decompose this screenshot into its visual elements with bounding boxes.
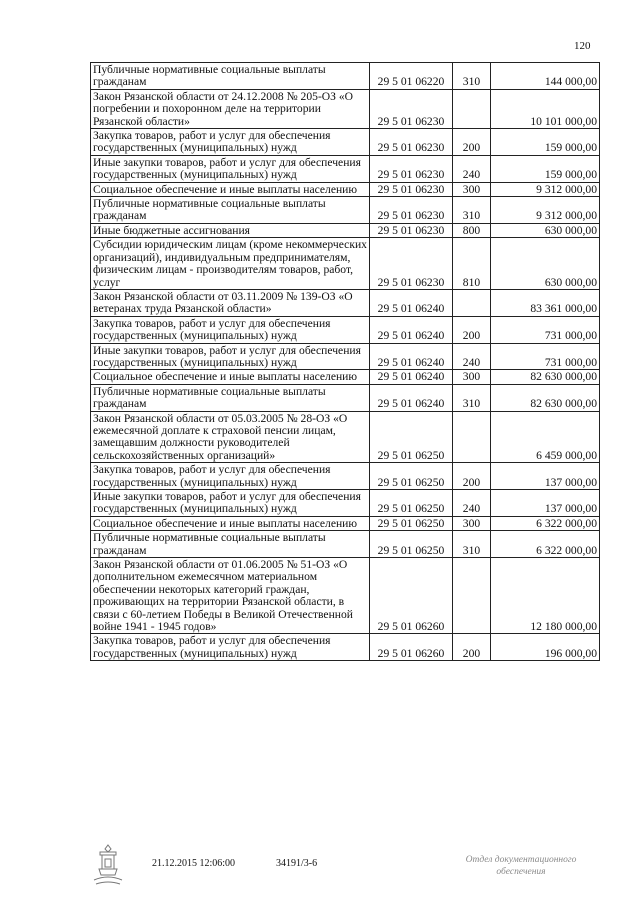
table-row: [91, 411, 600, 463]
row-code-cell: 29 5 01 06260: [370, 558, 453, 634]
row-type-cell: 810: [453, 238, 491, 290]
row-sum-cell: 82 630 000,00: [491, 370, 600, 384]
row-name-cell: Социальное обеспечение и иные выплаты населению: [91, 370, 370, 384]
table-row: [91, 531, 600, 558]
row-code-cell: 29 5 01 06240: [370, 343, 453, 370]
row-sum-cell: 137 000,00: [491, 463, 600, 490]
row-code-cell: 29 5 01 06240: [370, 316, 453, 343]
row-code-cell: 29 5 01 06230: [370, 182, 453, 196]
row-code-cell: 29 5 01 06250: [370, 490, 453, 517]
page-number: 120: [574, 40, 591, 52]
budget-table-body: [91, 63, 600, 661]
row-type-cell: 240: [453, 343, 491, 370]
table-row: [91, 182, 600, 196]
table-row: [91, 63, 600, 90]
table-row: [91, 155, 600, 182]
row-sum-cell: 6 322 000,00: [491, 531, 600, 558]
row-name-cell: Закупка товаров, работ и услуг для обеспечения государственных (муниципальных) нужд: [91, 634, 370, 661]
row-name-cell: Публичные нормативные социальные выплаты гражданам: [91, 197, 370, 224]
row-code-cell: 29 5 01 06260: [370, 634, 453, 661]
row-type-cell: 200: [453, 463, 491, 490]
row-code-cell: 29 5 01 06230: [370, 223, 453, 237]
row-name-cell: Закон Рязанской области от 03.11.2009 № 139-ОЗ «О ветеранах труда Рязанской области»: [91, 289, 370, 316]
row-sum-cell: 630 000,00: [491, 238, 600, 290]
row-name-cell: Иные закупки товаров, работ и услуг для обеспечения государственных (муниципальных) нужд: [91, 343, 370, 370]
budget-table: [90, 62, 600, 661]
table-row: [91, 634, 600, 661]
row-type-cell: 310: [453, 384, 491, 411]
row-name-cell: Закупка товаров, работ и услуг для обеспечения государственных (муниципальных) нужд: [91, 316, 370, 343]
row-code-cell: 29 5 01 06230: [370, 155, 453, 182]
row-code-cell: 29 5 01 06250: [370, 463, 453, 490]
row-name-cell: Закон Рязанской области от 05.03.2005 № 28-ОЗ «О ежемесячной доплате к страховой пенсии лицам, замещавшим должности руководителей сельскохозяйственных организаций»: [91, 411, 370, 463]
row-name-cell: Иные закупки товаров, работ и услуг для обеспечения государственных (муниципальных) нужд: [91, 155, 370, 182]
row-sum-cell: 9 312 000,00: [491, 182, 600, 196]
table-row: [91, 289, 600, 316]
row-sum-cell: 6 459 000,00: [491, 411, 600, 463]
row-sum-cell: 83 361 000,00: [491, 289, 600, 316]
row-sum-cell: 12 180 000,00: [491, 558, 600, 634]
row-sum-cell: 137 000,00: [491, 490, 600, 517]
row-type-cell: 300: [453, 370, 491, 384]
row-code-cell: 29 5 01 06240: [370, 289, 453, 316]
row-code-cell: 29 5 01 06230: [370, 129, 453, 156]
table-row: [91, 384, 600, 411]
row-type-cell: [453, 89, 491, 128]
row-type-cell: 800: [453, 223, 491, 237]
table-row: [91, 223, 600, 237]
row-type-cell: [453, 289, 491, 316]
row-name-cell: Закупка товаров, работ и услуг для обеспечения государственных (муниципальных) нужд: [91, 463, 370, 490]
row-code-cell: 29 5 01 06240: [370, 370, 453, 384]
department-stamp: [446, 854, 596, 878]
row-name-cell: Закупка товаров, работ и услуг для обеспечения государственных (муниципальных) нужд: [91, 129, 370, 156]
row-code-cell: 29 5 01 06230: [370, 197, 453, 224]
row-sum-cell: 159 000,00: [491, 155, 600, 182]
row-code-cell: 29 5 01 06220: [370, 63, 453, 90]
row-sum-cell: 630 000,00: [491, 223, 600, 237]
row-name-cell: Публичные нормативные социальные выплаты гражданам: [91, 63, 370, 90]
table-row: [91, 197, 600, 224]
row-name-cell: Иные бюджетные ассигнования: [91, 223, 370, 237]
row-code-cell: 29 5 01 06250: [370, 531, 453, 558]
row-sum-cell: 82 630 000,00: [491, 384, 600, 411]
row-code-cell: 29 5 01 06250: [370, 516, 453, 530]
row-code-cell: 29 5 01 06250: [370, 411, 453, 463]
page-footer: [0, 842, 640, 892]
row-type-cell: 200: [453, 634, 491, 661]
row-type-cell: 300: [453, 516, 491, 530]
row-name-cell: Публичные нормативные социальные выплаты гражданам: [91, 384, 370, 411]
row-code-cell: 29 5 01 06230: [370, 238, 453, 290]
row-name-cell: Закон Рязанской области от 01.06.2005 № 51-ОЗ «О дополнительном ежемесячном материальном обеспечении некоторых категорий граждан, проживающих на территории Рязанской области, в связи с 60-летием Победы в Великой Отечественной войне 1941 - 1945 годов»: [91, 558, 370, 634]
row-sum-cell: 6 322 000,00: [491, 516, 600, 530]
row-name-cell: Иные закупки товаров, работ и услуг для обеспечения государственных (муниципальных) нужд: [91, 490, 370, 517]
row-type-cell: [453, 411, 491, 463]
row-sum-cell: 144 000,00: [491, 63, 600, 90]
footer-doc-number: 34191/3-6: [276, 858, 318, 869]
row-name-cell: Социальное обеспечение и иные выплаты населению: [91, 516, 370, 530]
row-type-cell: [453, 558, 491, 634]
row-type-cell: 240: [453, 490, 491, 517]
table-row: [91, 558, 600, 634]
row-name-cell: Закон Рязанской области от 24.12.2008 № 205-ОЗ «О погребении и похоронном деле на территории Рязанской области»: [91, 89, 370, 128]
row-code-cell: 29 5 01 06240: [370, 384, 453, 411]
stamp-line-1: Отдел документационного: [465, 855, 577, 865]
footer-datetime: 21.12.2015 12:06:00: [152, 858, 236, 869]
table-row: [91, 516, 600, 530]
row-sum-cell: 196 000,00: [491, 634, 600, 661]
table-row: [91, 370, 600, 384]
table-row: [91, 89, 600, 128]
row-type-cell: 310: [453, 197, 491, 224]
row-code-cell: 29 5 01 06230: [370, 89, 453, 128]
coat-of-arms-icon: [90, 842, 126, 888]
row-type-cell: 200: [453, 129, 491, 156]
table-row: [91, 463, 600, 490]
stamp-line-2: обеспечения: [496, 867, 546, 877]
row-name-cell: Публичные нормативные социальные выплаты гражданам: [91, 531, 370, 558]
row-sum-cell: 9 312 000,00: [491, 197, 600, 224]
table-row: [91, 343, 600, 370]
row-type-cell: 200: [453, 316, 491, 343]
row-sum-cell: 731 000,00: [491, 343, 600, 370]
row-sum-cell: 159 000,00: [491, 129, 600, 156]
row-name-cell: Субсидии юридическим лицам (кроме некоммерческих организаций), индивидуальным предпринимателям, физическим лицам - производителям товаров, работ, услуг: [91, 238, 370, 290]
row-type-cell: 240: [453, 155, 491, 182]
row-name-cell: Социальное обеспечение и иные выплаты населению: [91, 182, 370, 196]
table-row: [91, 316, 600, 343]
row-sum-cell: 731 000,00: [491, 316, 600, 343]
row-sum-cell: 10 101 000,00: [491, 89, 600, 128]
table-row: [91, 129, 600, 156]
row-type-cell: 300: [453, 182, 491, 196]
row-type-cell: 310: [453, 63, 491, 90]
row-type-cell: 310: [453, 531, 491, 558]
table-row: [91, 490, 600, 517]
table-row: [91, 238, 600, 290]
